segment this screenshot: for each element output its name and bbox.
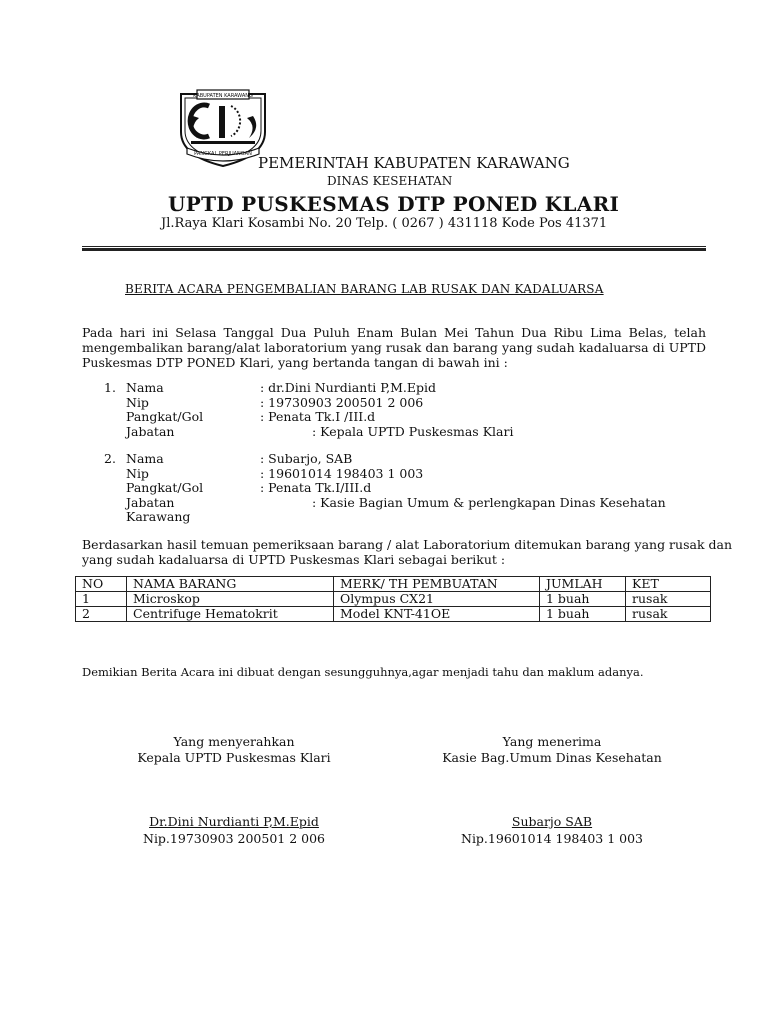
signature-right-role: Yang menerima — [502, 734, 602, 749]
intro-line: Pada hari ini Selasa Tanggal Dua Puluh Enam Bulan Mei Tahun Dua Ribu Lima Belas, telah — [82, 325, 706, 340]
party-label: Nip — [126, 465, 149, 481]
table-header-row — [76, 577, 711, 592]
table-cell: rusak — [626, 607, 711, 622]
party-value: : 19601014 198403 1 003 — [260, 465, 424, 481]
party-label: Pangkat/Gol — [126, 480, 204, 495]
findings-paragraph — [82, 537, 732, 567]
party-value: : Penata Tk.I/III.d — [260, 480, 372, 495]
table-cell: Centrifuge Hematokrit — [127, 607, 334, 622]
government-name: PEMERINTAH KABUPATEN KARAWANG — [258, 154, 570, 172]
intro-line: mengembalikan barang/alat laboratorium yang rusak dan barang yang sudah kadaluarsa di UPTD — [82, 340, 706, 355]
table-cell: rusak — [626, 592, 711, 607]
signature-right-name: Subarjo SAB — [511, 814, 593, 829]
party-number: 2. — [104, 451, 116, 466]
signature-left-position: Kepala UPTD Puskesmas Klari — [137, 750, 331, 765]
table-header-cell: NO — [76, 577, 127, 592]
party-label: Nip — [126, 394, 149, 410]
department-name: DINAS KESEHATAN — [327, 174, 453, 188]
party-label: Jabatan — [126, 423, 175, 439]
logo-bottom-ribbon: PANGKAL PERJUANGAN — [194, 151, 252, 157]
table-header-cell: MERK/ TH PEMBUATAN — [334, 577, 540, 592]
table-cell: 2 — [76, 607, 127, 622]
signature-left-name-wrap — [104, 814, 364, 829]
party-label: Nama — [126, 451, 164, 466]
table-cell: Microskop — [127, 592, 334, 607]
signature-right-position: Kasie Bag.Umum Dinas Kesehatan — [442, 750, 662, 765]
findings-line: Berdasarkan hasil temuan pemeriksaan barang / alat Laboratorium ditemukan barang yang rusak dan — [82, 537, 732, 552]
logo-top-ribbon: KABUPATEN KARAWANG — [193, 93, 253, 99]
intro-paragraph — [82, 325, 706, 370]
institution-address: Jl.Raya Klari Kosambi No. 20 Telp. ( 0267 ) 431118 Kode Pos 41371 — [161, 216, 608, 231]
table-row — [76, 607, 711, 622]
party-label: Jabatan — [126, 494, 175, 510]
karawang-emblem-logo — [175, 86, 271, 168]
institution-name: UPTD PUSKESMAS DTP PONED KLARI — [168, 192, 620, 216]
party-value: : Subarjo, SAB — [260, 451, 353, 466]
party-number: 1. — [104, 380, 116, 395]
findings-line: yang sudah kadaluarsa di UPTD Puskesmas Klari sebagai berikut : — [82, 552, 506, 567]
document-title: BERITA ACARA PENGEMBALIAN BARANG LAB RUSAK DAN KADALUARSA — [125, 282, 604, 296]
signature-left-nip: Nip.19730903 200501 2 006 — [143, 831, 325, 846]
table-cell: Olympus CX21 — [334, 592, 540, 607]
party-value: : Kepala UPTD Puskesmas Klari — [312, 423, 514, 439]
signature-left-name: Dr.Dini Nurdianti P,M.Epid — [149, 814, 319, 829]
signature-right-nip: Nip.19601014 198403 1 003 — [461, 831, 643, 846]
table-cell: 1 buah — [540, 592, 626, 607]
table-header-cell: NAMA BARANG — [127, 577, 334, 592]
letterhead-divider-thin — [82, 246, 706, 247]
table-header-cell: KET — [626, 577, 711, 592]
signature-right-name-wrap — [422, 814, 682, 829]
table-cell: 1 — [76, 592, 127, 607]
party-value: : dr.Dini Nurdianti P,M.Epid — [260, 380, 437, 395]
table-row — [76, 592, 711, 607]
party-2 — [104, 452, 684, 526]
intro-line: Puskesmas DTP PONED Klari, yang bertanda tangan di bawah ini : — [82, 355, 508, 370]
party-value: : 19730903 200501 2 006 — [260, 394, 424, 410]
letterhead-divider-thick — [82, 248, 706, 251]
party-1 — [104, 381, 664, 441]
table-header-cell: JUMLAH — [540, 577, 626, 592]
party-value: : Penata Tk.I /III.d — [260, 409, 376, 424]
items-table — [75, 576, 711, 622]
signature-left-role: Yang menyerahkan — [173, 734, 295, 749]
party-label: Pangkat/Gol — [126, 409, 204, 424]
party-label: Nama — [126, 380, 164, 395]
closing-statement: Demikian Berita Acara ini dibuat dengan sesungguhnya,agar menjadi tahu dan maklum adanya. — [82, 665, 644, 679]
party-value: : Kasie Bagian Umum & perlengkapan Dinas Kesehatan — [312, 494, 666, 510]
party-continuation: Karawang — [126, 509, 191, 524]
table-cell: Model KNT-41OE — [334, 607, 540, 622]
table-cell: 1 buah — [540, 607, 626, 622]
